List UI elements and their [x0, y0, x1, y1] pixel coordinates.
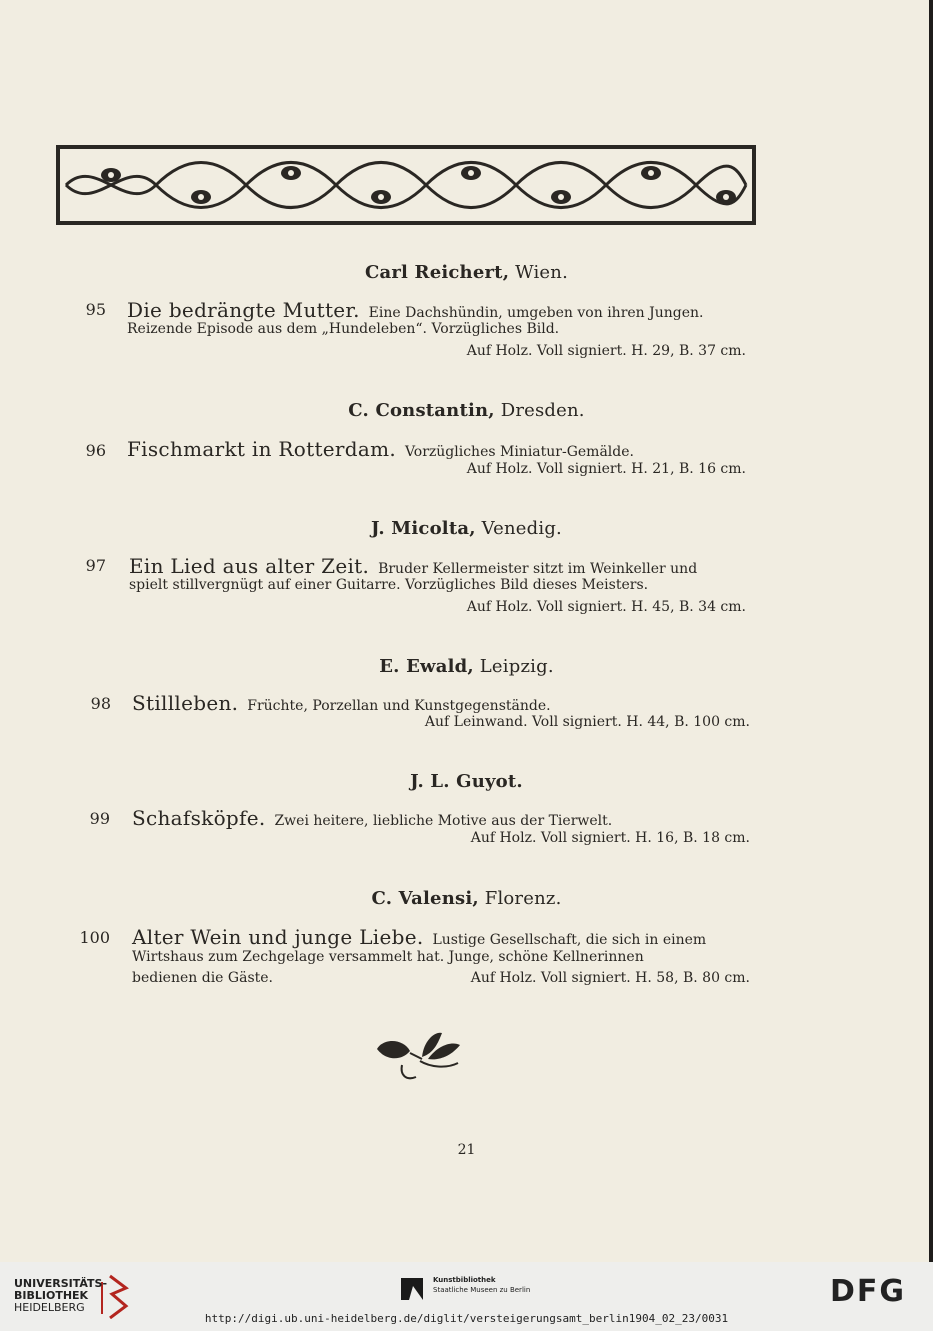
lot-details: Auf Holz. Voll signiert. H. 21, B. 16 cm.	[466, 461, 746, 477]
lot-first-line	[127, 298, 704, 322]
lot-details: Auf Leinwand. Voll signiert. H. 44, B. 100 cm.	[424, 714, 750, 730]
artist-heading	[0, 262, 933, 283]
lot-description: spielt stillvergnügt auf einer Guitarre. Vorzügliches Bild dieses Meisters.	[129, 577, 649, 593]
lot-first-line	[129, 554, 697, 578]
university-line: BIBLIOTHEK	[14, 1289, 89, 1302]
lot-first-line	[132, 925, 706, 949]
lot-number: 100	[79, 928, 110, 947]
artist-name: J. L. Guyot.	[410, 771, 523, 792]
kb-title: Kunstbibliothek	[433, 1276, 496, 1284]
lot-description: Reizende Episode aus dem „Hundeleben“. Vorzügliches Bild.	[127, 321, 560, 337]
lot-description: Lustige Gesellschaft, die sich in einem	[432, 932, 707, 948]
artist-city: Wien.	[515, 262, 569, 283]
page-number: 21	[457, 1142, 476, 1158]
flower-vignette-icon	[372, 1027, 467, 1083]
artist-name: C. Constantin,	[348, 400, 495, 421]
lot-description: Bruder Kellermeister sitzt im Weinkeller und	[378, 561, 698, 577]
lot-details: Auf Holz. Voll signiert. H. 45, B. 34 cm.	[466, 599, 746, 615]
university-line: HEIDELBERG	[14, 1301, 85, 1314]
artist-heading	[0, 656, 933, 677]
lot-title: Ein Lied aus alter Zeit.	[129, 554, 370, 578]
lot-title: Fischmarkt in Rotterdam.	[127, 437, 397, 461]
kunstbibliothek-logo-icon	[399, 1276, 429, 1304]
lot-details: Auf Holz. Voll signiert. H. 16, B. 18 cm.	[470, 830, 750, 846]
artist-heading	[0, 888, 933, 909]
lot-title: Schafsköpfe.	[132, 806, 266, 830]
lot-first-line	[127, 437, 634, 461]
artist-city: Leipzig.	[479, 656, 554, 677]
dfg-logo: DFG	[830, 1274, 907, 1309]
lot-description: Früchte, Porzellan und Kunstgegenstände.	[247, 698, 551, 714]
artist-heading	[0, 400, 933, 421]
lot-description: Zwei heitere, liebliche Motive aus der Tierwelt.	[274, 813, 613, 829]
artist-name: C. Valensi,	[371, 888, 479, 909]
lot-number: 96	[85, 441, 106, 460]
lot-description: Wirtshaus zum Zechgelage versammelt hat. Junge, schöne Kellnerinnen	[132, 949, 644, 965]
footer-bar	[0, 1262, 933, 1331]
university-library-name	[14, 1278, 107, 1314]
permalink-url[interactable]: http://digi.ub.uni-heidelberg.de/diglit/versteigerungsamt_berlin1904_02_23/0031	[204, 1312, 729, 1325]
artist-city: Florenz.	[484, 888, 562, 909]
lot-first-line	[132, 806, 612, 830]
lot-details: Auf Holz. Voll signiert. H. 58, B. 80 cm.	[470, 970, 750, 986]
kb-subtitle: Staatliche Museen zu Berlin	[433, 1286, 531, 1294]
artist-name: J. Micolta,	[371, 518, 476, 539]
lot-title: Stillleben.	[132, 691, 239, 715]
lot-number: 95	[85, 300, 106, 319]
artist-city: Dresden.	[500, 400, 585, 421]
ornamental-header-band	[56, 145, 756, 225]
lot-details: Auf Holz. Voll signiert. H. 29, B. 37 cm.	[466, 343, 746, 359]
kunstbibliothek-name	[433, 1275, 530, 1295]
artist-heading	[0, 518, 933, 539]
lot-description: bedienen die Gäste.	[132, 970, 273, 986]
artist-heading	[0, 771, 933, 792]
lot-number: 98	[90, 694, 111, 713]
lot-title: Die bedrängte Mutter.	[127, 298, 360, 322]
lot-title: Alter Wein und junge Liebe.	[132, 925, 424, 949]
lot-description: Eine Dachshündin, umgeben von ihren Jungen.	[368, 305, 704, 321]
lot-first-line	[132, 691, 551, 715]
lot-description: Vorzügliches Miniatur-Gemälde.	[404, 444, 634, 460]
lot-number: 99	[89, 809, 110, 828]
artist-city: Venedig.	[481, 518, 562, 539]
artist-name: E. Ewald,	[379, 656, 474, 677]
lot-number: 97	[85, 556, 106, 575]
university-line: UNIVERSITÄTS-	[14, 1277, 108, 1290]
artist-name: Carl Reichert,	[364, 262, 510, 283]
